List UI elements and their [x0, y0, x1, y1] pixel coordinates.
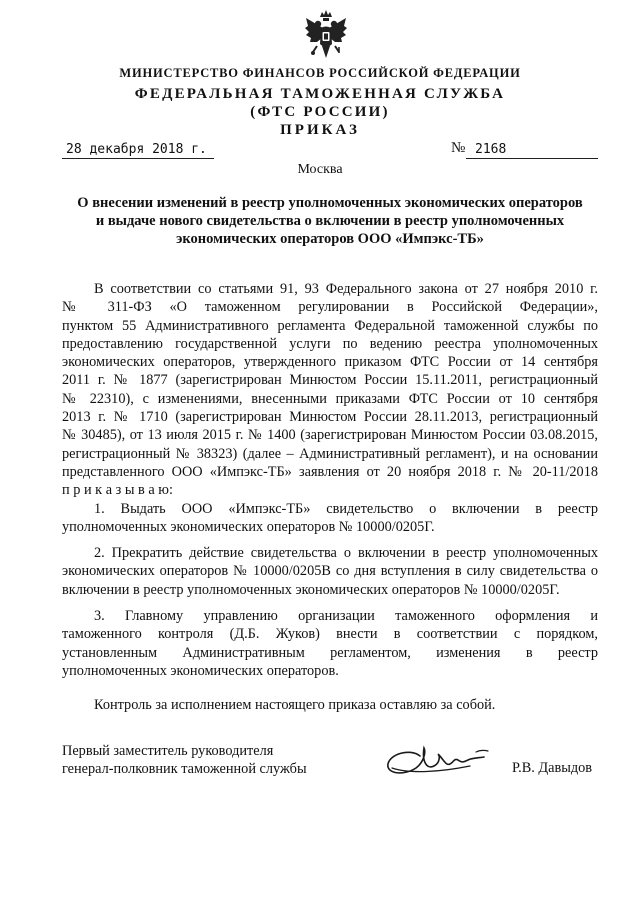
ministry-heading: МИНИСТЕРСТВО ФИНАНСОВ РОССИЙСКОЙ ФЕДЕРАЦИИ: [119, 66, 521, 80]
date-underline: [62, 158, 214, 159]
text-line: № 22310), с изменениями, внесенными приказами ФТС России от 10 сентября: [62, 390, 598, 407]
text-line: установленным Административным регламентом, изменения в реестр: [62, 644, 598, 661]
order-body: [62, 280, 598, 715]
text-line: включении в реестр уполномоченных экономических операторов № 10000/0205Г.: [62, 581, 560, 598]
text-line: 2011 г. № 1877 (зарегистрирован Минюстом России 15.11.2011, регистрационный: [62, 372, 598, 389]
handwritten-signature: [380, 738, 508, 784]
text-line: Контроль за исполнением настоящего приказа оставляю за собой.: [94, 697, 496, 714]
signatory-position: [62, 742, 307, 779]
text-line: № 311-ФЗ «О таможенном регулировании в Российской Федерации»,: [62, 299, 598, 316]
text-line: 1. Выдать ООО «Импэкс-ТБ» свидетельство о включении в реестр: [94, 500, 598, 517]
number-sign: №: [451, 140, 466, 156]
text-line: п р и к а з ы в а ю:: [62, 482, 173, 499]
text-line: уполномоченных экономических операторов.: [62, 662, 339, 679]
number-underline: [466, 158, 598, 159]
text-line: уполномоченных экономических операторов № 10000/0205Г.: [62, 518, 435, 535]
text-line: 2. Прекратить действие свидетельства о включении в реестр уполномоченных: [94, 545, 598, 562]
preamble-paragraph: [62, 280, 598, 500]
title-line: и выдаче нового свидетельства о включении в реестр уполномоченных: [95, 213, 565, 229]
order-item-2: [62, 544, 598, 599]
position-line: Первый заместитель руководителя: [62, 743, 274, 759]
title-line: экономических операторов ООО «Импэкс-ТБ»: [176, 231, 484, 247]
text-line: регистрационный № 38323) (далее – Административный регламент), и на основании: [62, 445, 598, 462]
order-number: 2168: [475, 142, 507, 157]
text-line: 2013 г. № 1710 (зарегистрирован Минюстом России 28.11.2013, регистрационный: [62, 409, 598, 426]
service-heading: ФЕДЕРАЛЬНАЯ ТАМОЖЕННАЯ СЛУЖБА: [134, 86, 506, 102]
text-line: предоставлению государственной услуги по ведению реестра уполномоченных: [62, 335, 598, 352]
text-line: № 30485), от 13 июля 2015 г. № 1400 (зарегистрирован Минюстом России 03.08.2015,: [62, 427, 598, 444]
order-date: 28 декабря 2018 г.: [66, 142, 207, 157]
text-line: представленного ООО «Импэкс-ТБ» заявления от 20 ноября 2018 г. № 20-11/2018: [62, 463, 598, 480]
control-paragraph: [62, 696, 598, 714]
text-line: экономических операторов № 10000/0205В со дня вступления в силу свидетельства о: [62, 563, 598, 580]
position-line: генерал-полковник таможенной службы: [62, 761, 307, 778]
document-type-heading: ПРИКАЗ: [280, 122, 360, 138]
text-line: таможенного контроля (Д.Б. Жуков) внести в соответствии с порядком,: [62, 626, 598, 643]
signatory-name: Р.В. Давыдов: [512, 760, 593, 776]
order-item-1: [62, 500, 598, 537]
coat-of-arms-emblem-icon: [303, 8, 349, 62]
title-line: О внесении изменений в реестр уполномоченных экономических операторов: [77, 195, 583, 211]
text-line: 3. Главному управлению организации таможенного оформления и: [94, 608, 598, 625]
text-line: пунктом 55 Административного регламента Федеральной таможенной службы по: [62, 317, 598, 334]
order-title: [60, 194, 600, 248]
text-line: экономических операторов, утвержденного приказом ФТС России от 14 сентября: [62, 354, 598, 371]
text-line: В соответствии со статьями 91, 93 Федерального закона от 27 ноября 2010 г.: [94, 281, 598, 297]
service-short-heading: (ФТС РОССИИ): [250, 104, 390, 120]
city: Москва: [297, 162, 343, 177]
order-item-3: [62, 607, 598, 680]
